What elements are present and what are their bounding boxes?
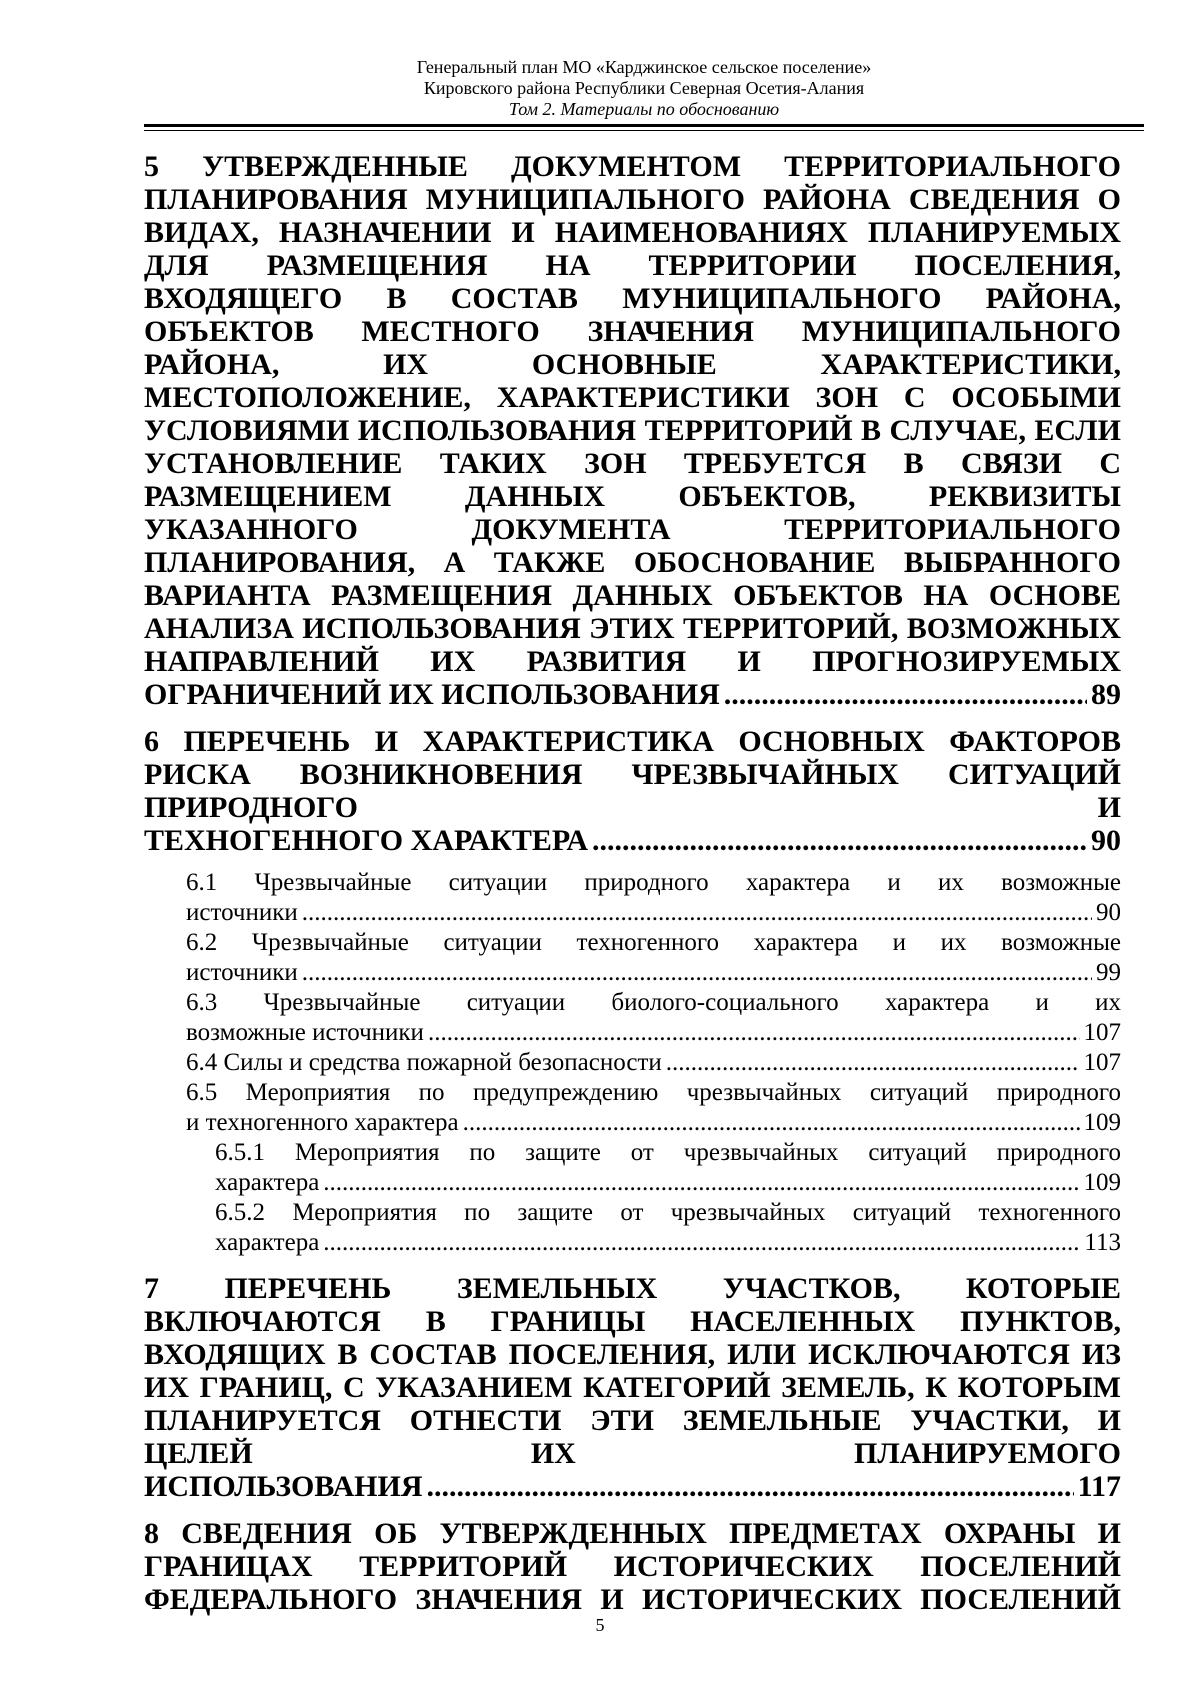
toc-entry-6-5[interactable] <box>186 1078 1121 1138</box>
toc-entry-7-tail: ИСПОЛЬЗОВАНИЯ <box>144 1470 423 1503</box>
toc-entry-5-text: 5 УТВЕРЖДЕННЫЕ ДОКУМЕНТОМ ТЕРРИТОРИАЛЬНОГО ПЛАНИРОВАНИЯ МУНИЦИПАЛЬНОГО РАЙОНА СВЕДЕНИЯ О ВИДАХ, НАЗНАЧЕНИИ И НАИМЕНОВАНИЯХ ПЛАНИРУЕМЫХ ДЛЯ РАЗМЕЩЕНИЯ НА ТЕРРИТОРИИ ПОСЕЛЕНИЯ, ВХОДЯЩЕГО В СОСТАВ МУНИЦИПАЛЬНОГО РАЙОНА, ОБЪЕКТОВ МЕСТНОГО ЗНАЧЕНИЯ МУНИЦИПАЛЬНОГО РАЙОНА, ИХ ОСНОВНЫЕ ХАРАКТЕРИСТИКИ, МЕСТОПОЛОЖЕНИЕ, ХАРАКТЕРИСТИКИ ЗОН С ОСОБЫМИ УСЛОВИЯМИ ИСПОЛЬЗОВАНИЯ ТЕРРИТОРИЙ В СЛУЧАЕ, ЕСЛИ УСТАНОВЛЕНИЕ ТАКИХ ЗОН ТРЕБУЕТСЯ В СВЯЗИ С РАЗМЕЩЕНИЕМ ДАННЫХ ОБЪЕКТОВ, РЕКВИЗИТЫ УКАЗАННОГО ДОКУМЕНТА ТЕРРИТОРИАЛЬНОГО ПЛАНИРОВАНИЯ, А ТАКЖЕ ОБОСНОВАНИЕ ВЫБРАННОГО ВАРИАНТА РАЗМЕЩЕНИЯ ДАННЫХ ОБЪЕКТОВ НА ОСНОВЕ АНАЛИЗА ИСПОЛЬЗОВАНИЯ ЭТИХ ТЕРРИТОРИЙ, ВОЗМОЖНЫХ НАПРАВЛЕНИЙ ИХ РАЗВИТИЯ И ПРОГНОЗИРУЕМЫХ <box>144 150 1121 678</box>
toc-entry-6-tail: ТЕХНОГЕННОГО ХАРАКТЕРА <box>144 824 589 857</box>
toc-entry-5-tail: ОГРАНИЧЕНИЙ ИХ ИСПОЛЬЗОВАНИЯ <box>144 678 720 711</box>
dot-leader <box>323 1168 1079 1198</box>
toc-entry-6-5-1-text: 6.5.1 Мероприятия по защите от чрезвычайных ситуаций природного <box>215 1139 1121 1166</box>
toc-entry-5[interactable] <box>144 150 1121 711</box>
toc-entry-7[interactable] <box>144 1272 1121 1503</box>
toc-entry-6-5-1-tail: характера <box>215 1169 320 1196</box>
dot-leader <box>724 678 1087 711</box>
toc-entry-6-text: 6 ПЕРЕЧЕНЬ И ХАРАКТЕРИСТИКА ОСНОВНЫХ ФАКТОРОВ РИСКА ВОЗНИКНОВЕНИЯ ЧРЕЗВЫЧАЙНЫХ СИТУАЦИЙ ПРИРОДНОГО И <box>144 725 1121 824</box>
dot-leader <box>427 1470 1074 1503</box>
toc-entry-6-5-1[interactable] <box>215 1138 1121 1198</box>
header-rule-thick <box>144 124 1144 127</box>
dot-leader <box>463 1108 1080 1138</box>
toc-entry-6-page: 90 <box>1091 824 1121 857</box>
toc-entry-5-leader-line <box>144 678 1121 711</box>
toc-entry-6-4-leader-line <box>186 1048 1121 1078</box>
toc-entry-6[interactable] <box>144 725 1121 857</box>
toc-entry-6-5-2[interactable] <box>215 1198 1121 1258</box>
toc-entry-8-text: 8 СВЕДЕНИЯ ОБ УТВЕРЖДЕННЫХ ПРЕДМЕТАХ ОХРАНЫ И ГРАНИЦАХ ТЕРРИТОРИЙ ИСТОРИЧЕСКИХ ПОСЕЛЕНИЙ ФЕДЕРАЛЬНОГО ЗНАЧЕНИЯ И ИСТОРИЧЕСКИХ ПОСЕЛЕНИЙ <box>144 1517 1121 1616</box>
toc-entry-7-page: 117 <box>1077 1470 1121 1503</box>
header-line-2: Кировского района Республики Северная Осетия-Алания <box>423 78 865 98</box>
running-header <box>144 57 1144 120</box>
header-rule-thin <box>144 130 1144 131</box>
toc-entry-6-2-page: 99 <box>1096 959 1121 986</box>
dot-leader <box>428 1018 1080 1048</box>
page-number: 5 <box>595 1615 605 1635</box>
table-of-contents <box>144 150 1121 1627</box>
toc-entry-6-3[interactable] <box>186 988 1121 1048</box>
toc-entry-6-5-2-leader-line <box>215 1228 1121 1258</box>
toc-entry-6-1-text: 6.1 Чрезвычайные ситуации природного характера и их возможные <box>186 869 1121 896</box>
toc-entry-6-1[interactable] <box>186 868 1121 928</box>
toc-entry-6-leader-line <box>144 824 1121 857</box>
toc-entry-6-4-page: 107 <box>1083 1049 1121 1076</box>
toc-entry-6-3-leader-line <box>186 1018 1121 1048</box>
header-line-3: Том 2. Материалы по обоснованию <box>508 99 780 119</box>
toc-entry-6-5-2-page: 113 <box>1084 1229 1121 1256</box>
toc-entry-6-2-tail: источники <box>186 959 298 986</box>
toc-entry-6-5-1-page: 109 <box>1083 1169 1121 1196</box>
toc-entry-7-text: 7 ПЕРЕЧЕНЬ ЗЕМЕЛЬНЫХ УЧАСТКОВ, КОТОРЫЕ ВКЛЮЧАЮТСЯ В ГРАНИЦЫ НАСЕЛЕННЫХ ПУНКТОВ, ВХОДЯЩИХ В СОСТАВ ПОСЕЛЕНИЯ, ИЛИ ИСКЛЮЧАЮТСЯ ИЗ ИХ ГРАНИЦ, С УКАЗАНИЕМ КАТЕГОРИЙ ЗЕМЕЛЬ, К КОТОРЫМ ПЛАНИРУЕТСЯ ОТНЕСТИ ЭТИ ЗЕМЕЛЬНЫЕ УЧАСТКИ, И ЦЕЛЕЙ ИХ ПЛАНИРУЕМОГО <box>144 1272 1121 1470</box>
toc-entry-5-page: 89 <box>1091 678 1121 711</box>
toc-entry-6-4[interactable] <box>186 1048 1121 1078</box>
toc-entry-6-5-page: 109 <box>1083 1109 1121 1136</box>
dot-leader <box>666 1048 1080 1078</box>
dot-leader <box>302 958 1092 988</box>
dot-leader <box>592 824 1087 857</box>
toc-entry-6-1-tail: источники <box>186 899 298 926</box>
toc-entry-6-5-1-leader-line <box>215 1168 1121 1198</box>
header-line-1: Генеральный план МО «Карджинское сельское поселение» <box>416 57 872 77</box>
toc-entry-6-5-text: 6.5 Мероприятия по предупреждению чрезвычайных ситуаций природного <box>186 1079 1121 1106</box>
dot-leader <box>323 1228 1080 1258</box>
toc-entry-6-2-text: 6.2 Чрезвычайные ситуации техногенного характера и их возможные <box>186 929 1121 956</box>
toc-entry-8[interactable] <box>144 1517 1121 1616</box>
toc-entry-6-2-leader-line <box>186 958 1121 988</box>
toc-entry-6-3-tail: возможные источники <box>186 1019 424 1046</box>
toc-entry-7-leader-line <box>144 1470 1121 1503</box>
toc-entry-6-5-2-text: 6.5.2 Мероприятия по защите от чрезвычайных ситуаций техногенного <box>215 1199 1121 1226</box>
toc-entry-6-4-tail: 6.4 Силы и средства пожарной безопасности <box>186 1049 662 1076</box>
toc-entry-6-5-leader-line <box>186 1108 1121 1138</box>
toc-entry-6-3-page: 107 <box>1083 1019 1121 1046</box>
toc-entry-6-5-tail: и техногенного характера <box>186 1109 459 1136</box>
toc-entry-6-2[interactable] <box>186 928 1121 988</box>
toc-entry-6-3-text: 6.3 Чрезвычайные ситуации биолого-социального характера и их <box>186 989 1121 1016</box>
toc-entry-6-1-leader-line <box>186 898 1121 928</box>
dot-leader <box>302 898 1092 928</box>
toc-entry-6-1-page: 90 <box>1096 899 1121 926</box>
toc-entry-6-5-2-tail: характера <box>215 1229 320 1256</box>
